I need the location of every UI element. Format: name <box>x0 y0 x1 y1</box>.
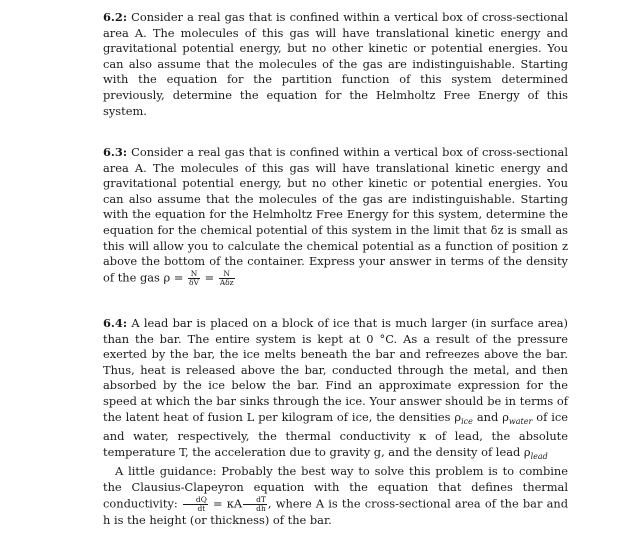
dt-denominator: dt <box>197 503 206 513</box>
subscript-water: water <box>508 416 533 426</box>
subscript-ice: ice <box>461 416 473 426</box>
density-area-numerator: N <box>219 270 235 279</box>
problem-6-2-text: Consider a real gas that is confined within a vertical box of cross-sectional area A. The molecules of this gas will have translational kinetic energy and gravitational potential energy, but no other kinetic or potential energies. You can also assume that the molecules of the gas are indistinguishable. Starting with the equation for the partition function of this system determined previously, determine the equation for the Helmholtz Free Energy of this system. <box>103 10 568 118</box>
problem-6-4-and: and ρ <box>476 409 509 424</box>
problem-6-2-paragraph <box>103 10 568 119</box>
problem-6-4-text-1: A lead bar is placed on a block of ice that is much larger (in surface area) than the bar. The entire system is kept at 0 °C. As a result of the pressure exerted by the bar, the ice melts beneath the bar and refreezes above the bar. Thus, heat is released above the bar, conducted through the metal, and then absorbed by the ice below the bar. Find an approximate expression for the speed at which the bar sinks through the ice. Your answer should be in terms of the latent heat of fusion L per kilogram of ice, the densities ρ <box>103 316 569 424</box>
problem-6-3-paragraph <box>103 145 568 287</box>
problem-6-4-paragraph-2 <box>103 464 568 528</box>
density-equals: = <box>204 270 215 285</box>
problem-6-4-paragraph-1 <box>103 316 568 464</box>
problem-6-4-text-1-cont: of ice and water, respectively, the thermal conductivity κ of lead, the absolute temperature T, the acceleration due to gravity g, and the density of lead ρ <box>103 409 568 459</box>
problem-6-2-number: 6.2: <box>103 10 128 24</box>
problem-6-3-number: 6.3: <box>103 145 128 159</box>
density-volume-numerator: N <box>188 270 200 279</box>
density-volume-denominator: δV <box>189 277 199 287</box>
dT-dh-fraction <box>243 496 267 513</box>
dq-dt-fraction <box>183 496 208 513</box>
problem-6-2 <box>103 10 568 119</box>
subscript-lead: lead <box>530 451 548 461</box>
dq-numerator: dQ <box>183 496 208 505</box>
problem-6-4-guidance-end: , where A is the cross-sectional area of the bar and h is the height (or thickness) of the bar. <box>103 496 569 527</box>
problem-6-4-guidance: A little guidance: Probably the best way to solve this problem is to combine the Clausius-Clapeyron equation with the equation that defines thermal conductivity: <box>103 464 568 511</box>
problem-6-3 <box>103 145 568 287</box>
density-fraction-area <box>219 270 235 287</box>
density-area-denominator: Aδz <box>219 277 234 287</box>
density-fraction-volume <box>188 270 200 287</box>
conductivity-equation-middle: = κA <box>213 496 243 511</box>
problem-6-4-number: 6.4: <box>103 316 128 330</box>
problem-6-3-text: Consider a real gas that is confined within a vertical box of cross-sectional area A. The molecules of this gas will have translational kinetic energy and gravitational potential energy, but no other kinetic or potential energies. You can also assume that the molecules of the gas are indistinguishable. Starting with the equation for the Helmholtz Free Energy for this system, determine the equation for the chemical potential of this system in the limit that δz is small as this will allow you to calculate the chemical potential as a function of position z above the bottom of the container. Express your answer in terms of the density of the gas ρ = <box>103 145 568 285</box>
problem-6-4 <box>103 316 568 528</box>
dT-numerator: dT <box>243 496 267 505</box>
dh-denominator: dh <box>256 503 266 513</box>
